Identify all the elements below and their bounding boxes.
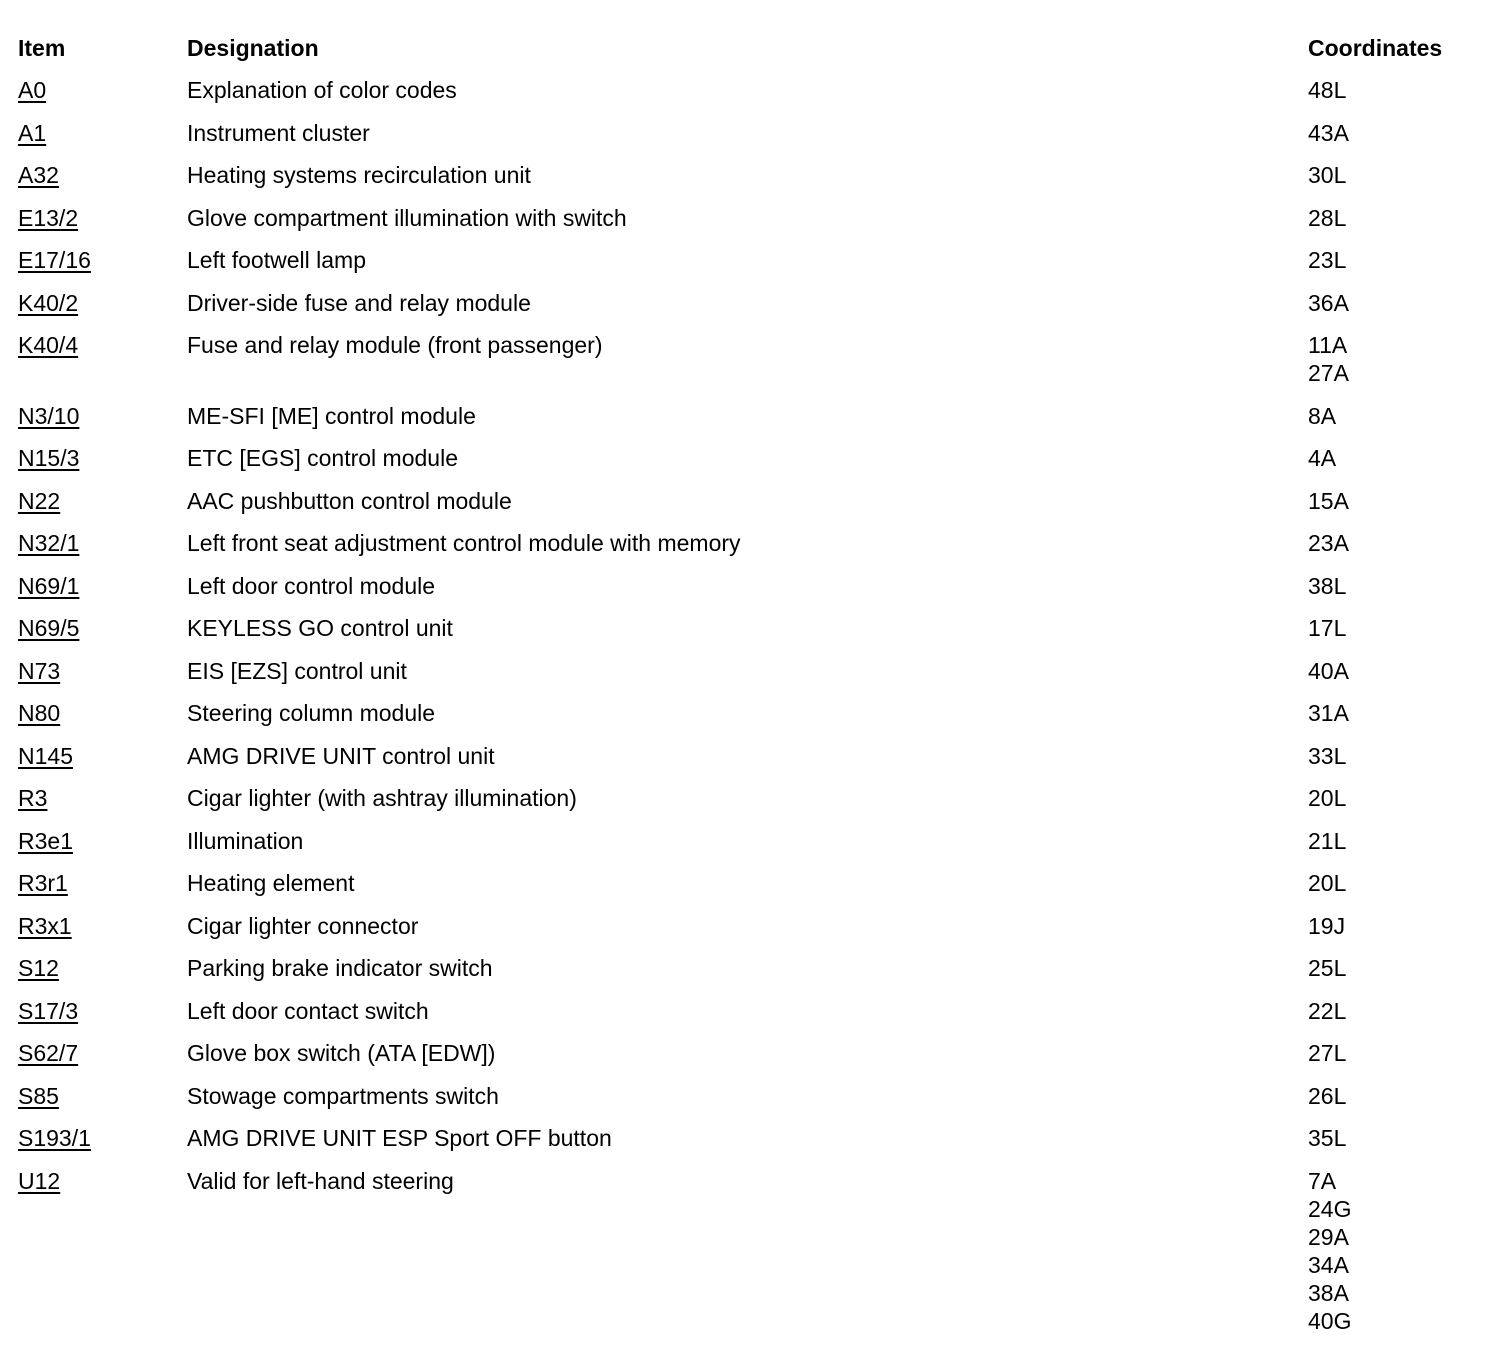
coordinates-cell — [1308, 614, 1488, 642]
item-code-link[interactable]: N3/10 — [18, 402, 80, 429]
coordinate-value: 29A — [1308, 1223, 1349, 1250]
coordinate-value: 23L — [1308, 247, 1347, 273]
designation-cell: Left door control module — [187, 572, 436, 599]
designation-cell: Cigar lighter (with ashtray illumination) — [187, 785, 577, 811]
item-cell — [18, 402, 187, 430]
coordinates-cell — [1308, 289, 1488, 317]
item-code-link[interactable]: A1 — [18, 119, 47, 146]
item-code-link[interactable]: K40/4 — [18, 332, 79, 358]
table-row — [18, 1035, 1488, 1078]
designation-cell: ME-SFI [ME] control module — [187, 402, 476, 429]
item-cell — [18, 742, 187, 770]
coordinates-cell — [1308, 572, 1488, 600]
coordinates-cell — [1308, 246, 1488, 274]
coordinates-cell — [1308, 119, 1488, 147]
table-row — [18, 568, 1488, 611]
coordinate-value: 23A — [1308, 530, 1349, 556]
coordinates-cell — [1308, 1124, 1488, 1152]
table-row — [18, 157, 1488, 200]
item-cell — [18, 246, 187, 274]
item-code-link[interactable]: N145 — [18, 742, 73, 769]
item-code-link[interactable]: S85 — [18, 1082, 59, 1109]
item-code-link[interactable]: E13/2 — [18, 204, 79, 231]
item-cell — [18, 289, 187, 317]
coordinate-value: 19J — [1308, 912, 1346, 939]
table-row — [18, 242, 1488, 285]
item-code-link[interactable]: N69/1 — [18, 572, 80, 599]
coordinate-value: 11A — [1308, 332, 1348, 358]
item-cell — [18, 912, 187, 940]
coordinates-cell — [1308, 402, 1488, 430]
item-code-link[interactable]: N15/3 — [18, 445, 80, 471]
coordinates-cell — [1308, 827, 1488, 855]
table-row — [18, 993, 1488, 1036]
item-code-link[interactable]: E17/16 — [18, 247, 91, 273]
designation-cell: EIS [EZS] control unit — [187, 657, 407, 684]
item-cell — [18, 119, 187, 147]
coordinate-value: 17L — [1308, 615, 1347, 641]
item-code-link[interactable]: N69/5 — [18, 615, 80, 641]
table-row — [18, 483, 1488, 526]
designation-cell: Left front seat adjustment control module with memory — [187, 530, 741, 556]
coordinate-value: 28L — [1308, 204, 1347, 231]
designation-cell: AMG DRIVE UNIT ESP Sport OFF button — [187, 1125, 612, 1151]
item-cell — [18, 572, 187, 600]
coordinate-value: 8A — [1308, 402, 1337, 429]
table-row — [18, 115, 1488, 158]
coordinates-cell — [1308, 742, 1488, 770]
item-cell — [18, 161, 187, 189]
coordinates-cell — [1308, 869, 1488, 897]
designation-cell: Left footwell lamp — [187, 247, 366, 273]
coordinate-value: 20L — [1308, 870, 1347, 896]
item-code-link[interactable]: A32 — [18, 162, 59, 188]
item-cell — [18, 444, 187, 472]
coordinate-value: 43A — [1308, 119, 1349, 146]
item-code-link[interactable]: N32/1 — [18, 530, 80, 556]
table-row — [18, 950, 1488, 993]
table-row — [18, 908, 1488, 951]
coordinate-value: 4A — [1308, 445, 1337, 471]
coordinate-value: 27L — [1308, 1040, 1347, 1066]
coordinate-value: 40A — [1308, 657, 1349, 684]
item-cell — [18, 997, 187, 1025]
table-row — [18, 525, 1488, 568]
item-cell — [18, 614, 187, 642]
item-cell — [18, 1167, 187, 1195]
designation-cell: KEYLESS GO control unit — [187, 615, 453, 641]
coordinates-cell — [1308, 997, 1488, 1025]
table-row — [18, 653, 1488, 696]
coordinate-value: 20L — [1308, 785, 1347, 811]
coordinate-value: 35L — [1308, 1125, 1347, 1151]
coordinates-cell — [1308, 331, 1488, 387]
designation-cell: Parking brake indicator switch — [187, 955, 493, 981]
item-cell — [18, 529, 187, 557]
coordinates-cell — [1308, 954, 1488, 982]
table-row — [18, 1078, 1488, 1121]
item-cell — [18, 827, 187, 855]
table-row — [18, 398, 1488, 441]
coordinate-value: 22L — [1308, 997, 1347, 1024]
coordinates-cell — [1308, 699, 1488, 727]
coordinate-value: 36A — [1308, 289, 1349, 316]
designation-cell: Heating systems recirculation unit — [187, 162, 531, 188]
coordinate-value: 30L — [1308, 162, 1347, 188]
coordinate-value: 27A — [1308, 360, 1349, 386]
coordinates-cell — [1308, 529, 1488, 557]
table-row — [18, 738, 1488, 781]
item-cell — [18, 204, 187, 232]
coordinate-value: 33L — [1308, 742, 1347, 769]
coordinate-value: 34A — [1308, 1251, 1349, 1278]
designation-cell: Glove box switch (ATA [EDW]) — [187, 1040, 496, 1066]
item-cell — [18, 1039, 187, 1067]
designation-cell: Instrument cluster — [187, 119, 370, 146]
coordinate-value: 15A — [1308, 487, 1349, 514]
item-code-link[interactable]: K40/2 — [18, 289, 79, 316]
table-row — [18, 285, 1488, 328]
coordinate-value: 25L — [1308, 955, 1347, 981]
coordinates-cell — [1308, 487, 1488, 515]
table-header — [18, 30, 1488, 72]
coordinates-cell — [1308, 444, 1488, 472]
coordinate-value: 26L — [1308, 1082, 1347, 1109]
item-cell — [18, 76, 187, 104]
designation-cell: Driver-side fuse and relay module — [187, 289, 531, 316]
table-row — [18, 610, 1488, 653]
coordinate-value: 48L — [1308, 77, 1347, 103]
coordinate-value: 40G — [1308, 1307, 1352, 1334]
item-code-link[interactable]: N22 — [18, 487, 61, 514]
designation-cell: Stowage compartments switch — [187, 1082, 499, 1109]
item-cell — [18, 869, 187, 897]
item-code-link[interactable]: N80 — [18, 700, 61, 726]
designation-cell: Valid for left-hand steering — [187, 1167, 454, 1194]
designation-cell: Fuse and relay module (front passenger) — [187, 332, 603, 358]
designation-cell: Explanation of color codes — [187, 77, 457, 103]
coordinates-cell — [1308, 1082, 1488, 1110]
column-header-coordinates: Coordinates — [1308, 35, 1443, 61]
table-row — [18, 200, 1488, 243]
item-cell — [18, 699, 187, 727]
table-row — [18, 695, 1488, 738]
item-code-link[interactable]: U12 — [18, 1167, 61, 1194]
coordinates-cell — [1308, 912, 1488, 940]
item-cell — [18, 954, 187, 982]
designation-cell: Left door contact switch — [187, 997, 429, 1024]
component-legend-table — [18, 30, 1488, 1345]
coordinate-value: 24G — [1308, 1195, 1352, 1222]
item-code-link[interactable]: R3 — [18, 785, 48, 811]
item-code-link[interactable]: A0 — [18, 77, 47, 103]
item-cell — [18, 1124, 187, 1152]
table-row — [18, 72, 1488, 115]
table-row — [18, 327, 1488, 398]
designation-cell: Cigar lighter connector — [187, 912, 419, 939]
item-code-link[interactable]: N73 — [18, 657, 61, 684]
table-row — [18, 440, 1488, 483]
coordinate-value: 7A — [1308, 1167, 1337, 1194]
item-cell — [18, 784, 187, 812]
column-header-designation: Designation — [187, 35, 319, 61]
table-row — [18, 1163, 1488, 1346]
designation-cell: Heating element — [187, 870, 355, 896]
item-code-link[interactable]: S62/7 — [18, 1040, 79, 1066]
table-row — [18, 780, 1488, 823]
designation-cell: AAC pushbutton control module — [187, 487, 512, 514]
item-code-link[interactable]: R3x1 — [18, 912, 72, 939]
coordinates-cell — [1308, 1039, 1488, 1067]
column-header-item: Item — [18, 35, 66, 61]
coordinates-cell — [1308, 76, 1488, 104]
table-body — [18, 72, 1488, 1345]
item-code-link[interactable]: S17/3 — [18, 997, 79, 1024]
item-code-link[interactable]: R3r1 — [18, 870, 68, 896]
item-cell — [18, 331, 187, 359]
item-cell — [18, 657, 187, 685]
designation-cell: Illumination — [187, 827, 304, 854]
item-cell — [18, 1082, 187, 1110]
coordinate-value: 38L — [1308, 572, 1347, 599]
table-row — [18, 823, 1488, 866]
coordinates-cell — [1308, 204, 1488, 232]
coordinate-value: 21L — [1308, 827, 1347, 854]
table-row — [18, 1120, 1488, 1163]
coordinate-value: 31A — [1308, 700, 1349, 726]
designation-cell: Glove compartment illumination with switch — [187, 204, 627, 231]
item-code-link[interactable]: S193/1 — [18, 1125, 91, 1151]
coordinates-cell — [1308, 657, 1488, 685]
designation-cell: Steering column module — [187, 700, 436, 726]
table-row — [18, 865, 1488, 908]
coordinate-value: 38A — [1308, 1279, 1349, 1306]
designation-cell: AMG DRIVE UNIT control unit — [187, 742, 495, 769]
coordinates-cell — [1308, 1167, 1488, 1335]
item-code-link[interactable]: S12 — [18, 955, 59, 981]
coordinates-cell — [1308, 784, 1488, 812]
item-cell — [18, 487, 187, 515]
designation-cell: ETC [EGS] control module — [187, 445, 458, 471]
coordinates-cell — [1308, 161, 1488, 189]
item-code-link[interactable]: R3e1 — [18, 827, 73, 854]
